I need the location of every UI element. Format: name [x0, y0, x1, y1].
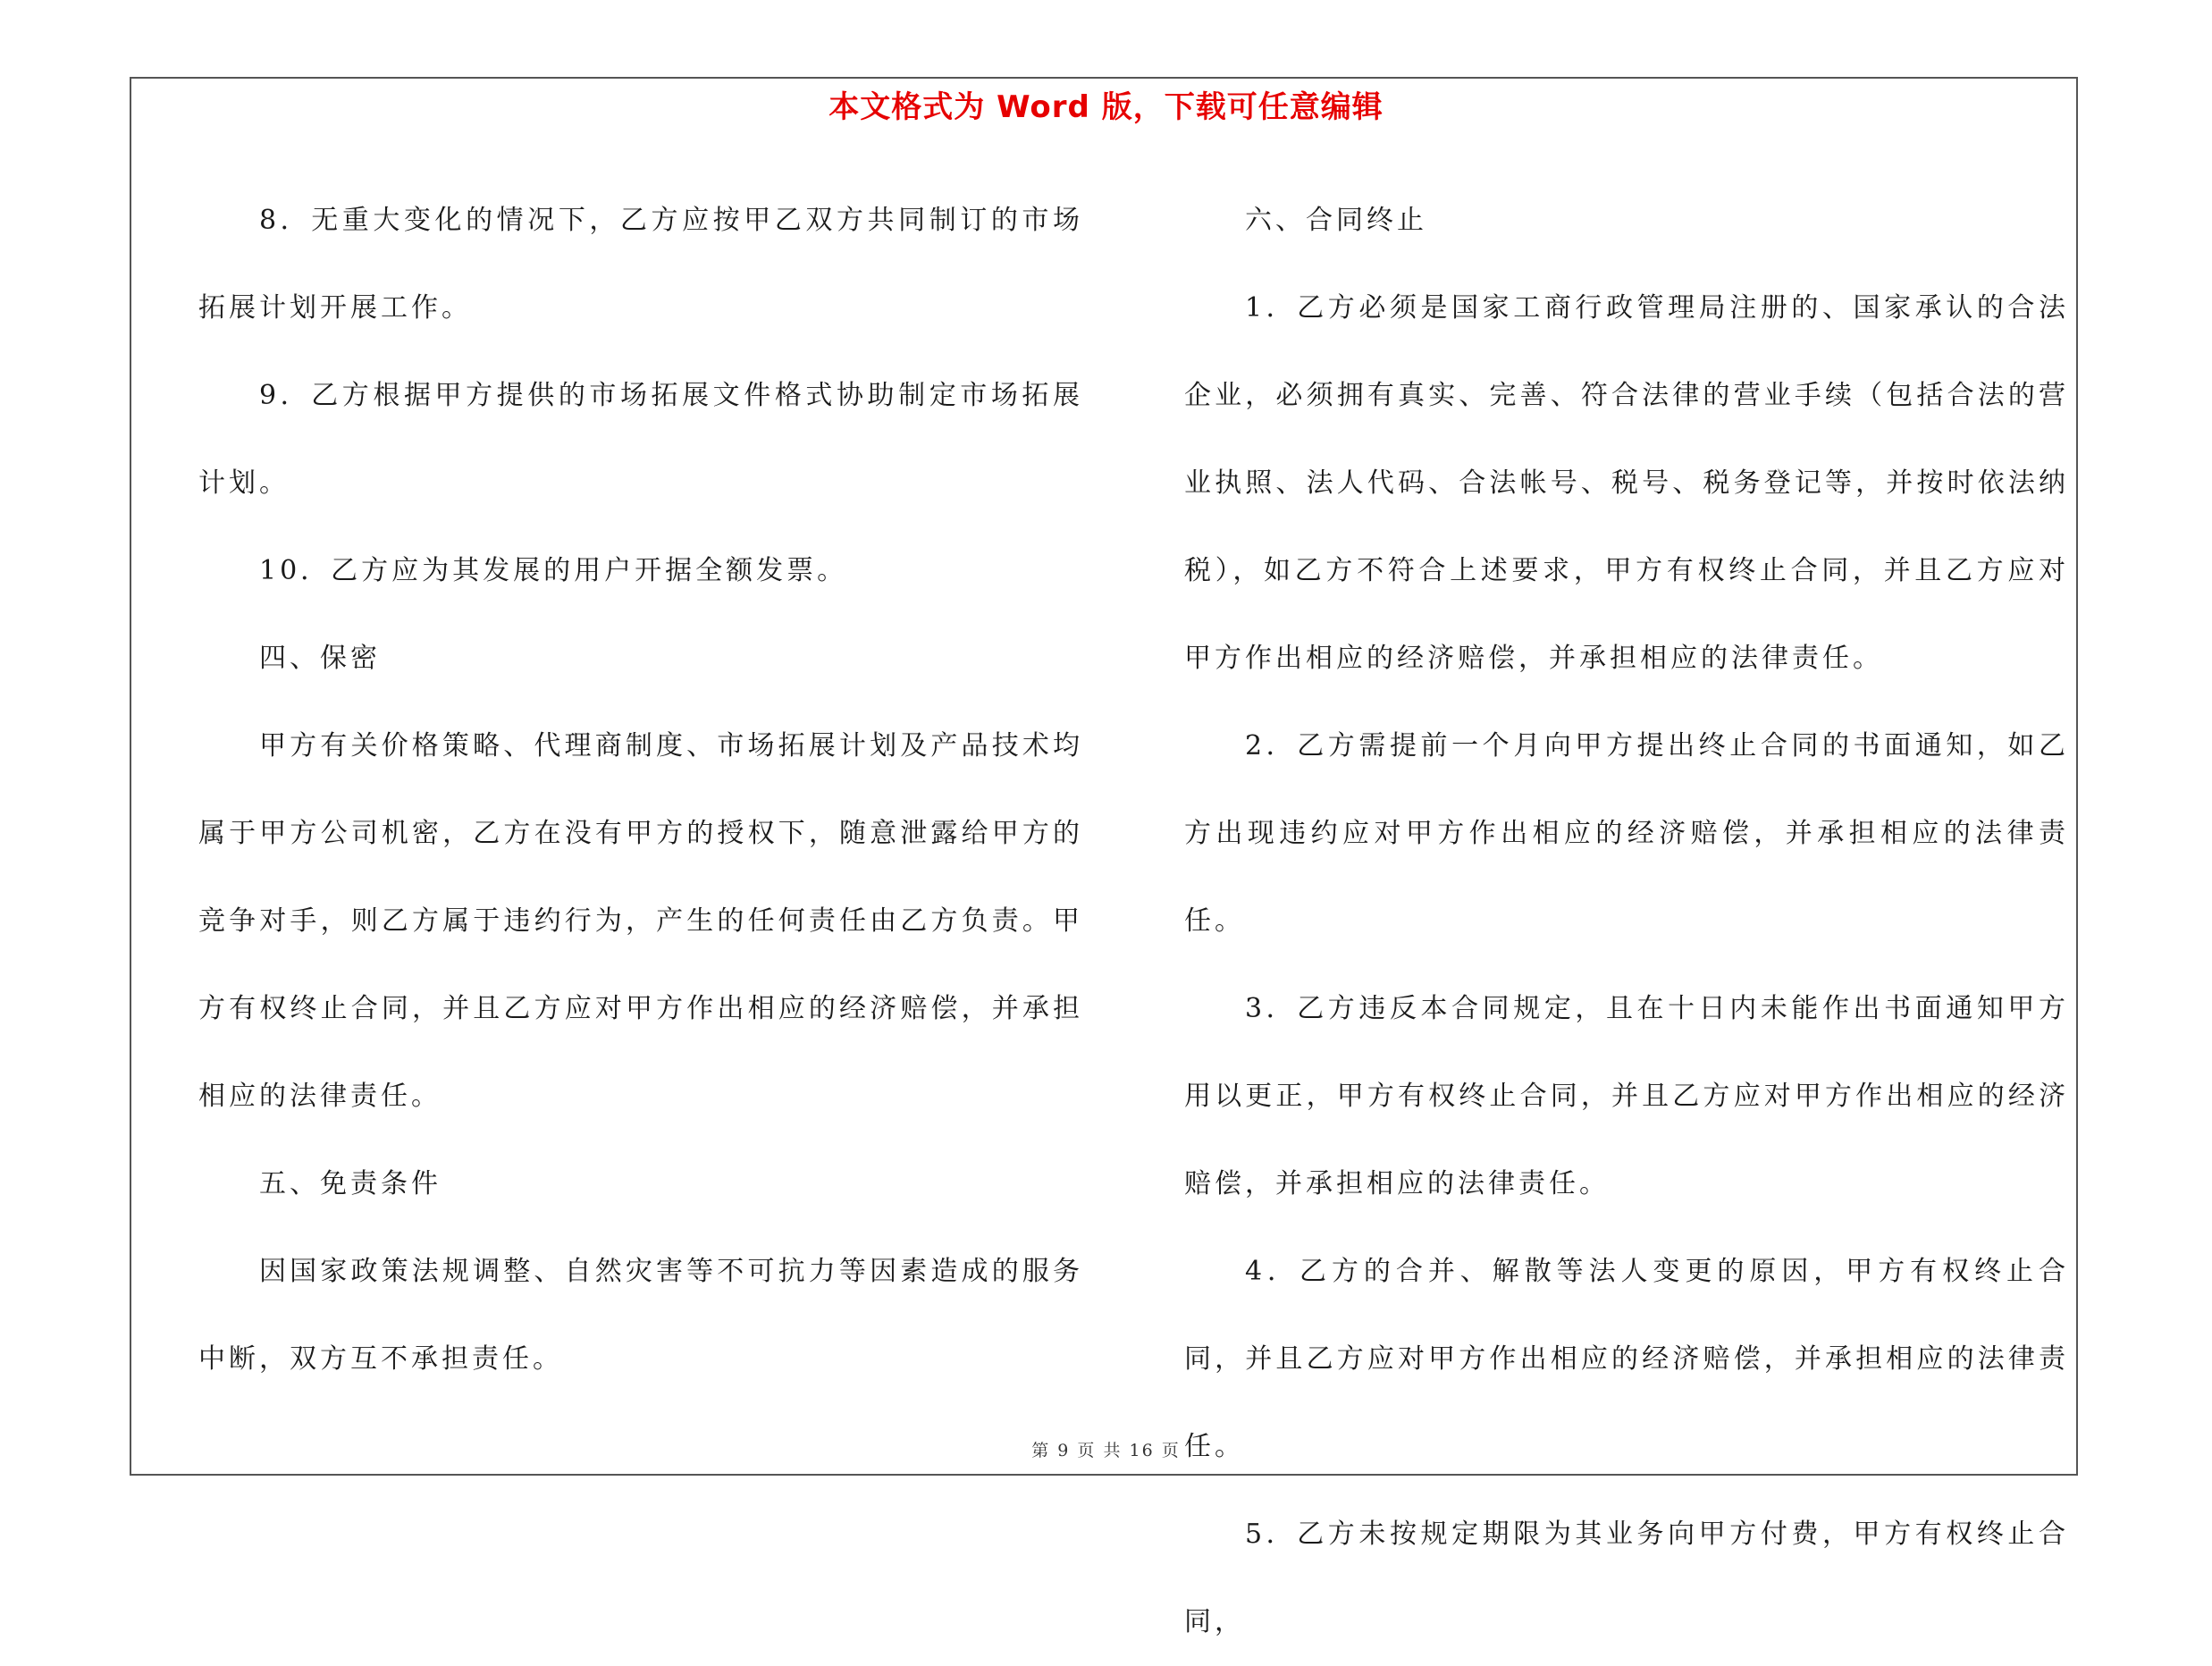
paragraph-termination-5: 5．乙方未按规定期限为其业务向甲方付费，甲方有权终止合同， — [1184, 1519, 2069, 1637]
paragraph-confidentiality: 甲方有关价格策略、代理商制度、市场拓展计划及产品技术均属于甲方公司机密，乙方在没有甲方的授权下，随意泄露给甲方的竞争对手，则乙方属于违约行为，产生的任何责任由乙方负责。甲方有权终止合同，并且乙方应对甲方作出相应的经济赔偿，并承担相应的法律责任。 — [198, 730, 1083, 1112]
paragraph-termination-3: 3．乙方违反本合同规定，且在十日内未能作出书面通知甲方用以更正，甲方有权终止合同，并且乙方应对甲方作出相应的经济赔偿，并承担相应的法律责任。 — [1184, 993, 2069, 1199]
section-heading-exemption: 五、免责条件 — [259, 1168, 442, 1199]
paragraph-termination-1: 1．乙方必须是国家工商行政管理局注册的、国家承认的合法企业，必须拥有真实、完善、符合法律的营业手续（包括合法的营业执照、法人代码、合法帐号、税号、税务登记等，并按时依法纳税），如乙方不符合上述要求，甲方有权终止合同，并且乙方应对甲方作出相应的经济赔偿，并承担相应的法律责任。 — [1184, 292, 2069, 674]
paragraph-termination-4: 4．乙方的合并、解散等法人变更的原因，甲方有权终止合同，并且乙方应对甲方作出相应的经济赔偿，并承担相应的法律责任。 — [1184, 1256, 2069, 1462]
paragraph-termination-2: 2．乙方需提前一个月向甲方提出终止合同的书面通知，如乙方出现违约应对甲方作出相应的经济赔偿，并承担相应的法律责任。 — [1184, 730, 2069, 937]
word-format-banner: 本文格式为 Word 版，下载可任意编辑 — [828, 89, 1384, 125]
section-heading-confidentiality: 四、保密 — [259, 643, 381, 674]
page-number-footer: 第 9 页 共 16 页 — [1031, 1441, 1181, 1460]
paragraph-item-10: 10．乙方应为其发展的用户开据全额发票。 — [259, 555, 848, 586]
left-column — [198, 177, 1083, 1403]
paragraph-exemption: 因国家政策法规调整、自然灾害等不可抗力等因素造成的服务中断，双方互不承担责任。 — [198, 1256, 1083, 1375]
paragraph-item-8: 8．无重大变化的情况下，乙方应按甲乙双方共同制订的市场拓展计划开展工作。 — [198, 205, 1083, 324]
paragraph-item-9: 9．乙方根据甲方提供的市场拓展文件格式协助制定市场拓展计划。 — [198, 380, 1083, 499]
section-heading-termination: 六、合同终止 — [1245, 205, 1427, 236]
